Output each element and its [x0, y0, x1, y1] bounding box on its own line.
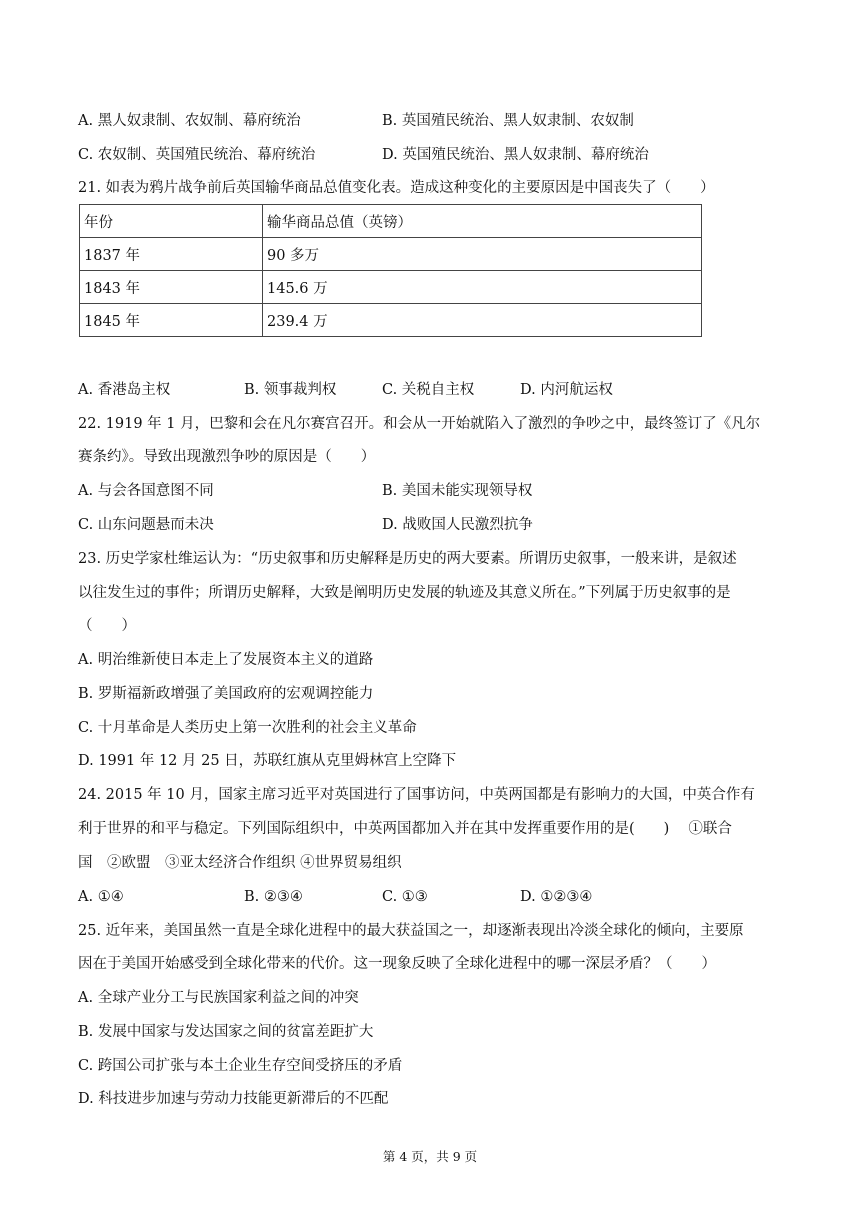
q20-option-d: D. 英国殖民统治、黑人奴隶制、幕府统治	[382, 147, 649, 163]
q20-option-b: B. 英国殖民统治、黑人奴隶制、农奴制	[382, 113, 634, 129]
q21-data-table	[79, 204, 702, 337]
q23-option-a: A. 明治维新使日本走上了发展资本主义的道路	[78, 652, 374, 668]
q24-option-b: B. ②③④	[244, 889, 303, 905]
q21-option-d: D. 内河航运权	[520, 382, 613, 398]
q22-option-a: A. 与会各国意图不同	[78, 483, 214, 499]
q21-option-b: B. 领事裁判权	[244, 382, 337, 398]
table-cell-value: 239.4 万	[263, 304, 702, 337]
q22-option-c: C. 山东问题悬而未决	[78, 517, 214, 533]
q24-stem-line-3: 国 ②欧盟 ③亚太经济合作组织 ④世界贸易组织	[78, 855, 402, 871]
q25-option-c: C. 跨国公司扩张与本土企业生存空间受挤压的矛盾	[78, 1058, 403, 1074]
q22-option-b: B. 美国未能实现领导权	[382, 483, 533, 499]
table-cell-value: 90 多万	[263, 238, 702, 271]
q24-option-d: D. ①②③④	[520, 889, 593, 905]
q22-stem-line-1: 22. 1919 年 1 月，巴黎和会在凡尔赛宫召开。和会从一开始就陷入了激烈的争吵之中，最终签订了《凡尔	[78, 416, 761, 432]
q24-option-a: A. ①④	[78, 889, 124, 905]
table-header-cell: 年份	[80, 205, 263, 238]
q25-option-d: D. 科技进步加速与劳动力技能更新滞后的不匹配	[78, 1091, 389, 1107]
q24-option-c: C. ①③	[382, 889, 428, 905]
q25-option-b: B. 发展中国家与发达国家之间的贫富差距扩大	[78, 1024, 374, 1040]
q20-option-a: A. 黑人奴隶制、农奴制、幕府统治	[78, 113, 301, 129]
q23-option-c: C. 十月革命是人类历史上第一次胜利的社会主义革命	[78, 720, 417, 736]
q23-stem-line-3: （ ）	[78, 618, 136, 634]
table-header-row	[80, 205, 702, 238]
q24-stem-line-1: 24. 2015 年 10 月，国家主席习近平对英国进行了国事访问，中英两国都是有影响力的大国，中英合作有	[78, 787, 755, 803]
table-cell-year: 1845 年	[80, 304, 263, 337]
table-cell-value: 145.6 万	[263, 271, 702, 304]
table-row	[80, 304, 702, 337]
table-header-cell: 输华商品总值（英镑）	[263, 205, 702, 238]
q21-stem: 21. 如表为鸦片战争前后英国输华商品总值变化表。造成这种变化的主要原因是中国丧失了（ ）	[78, 180, 715, 196]
table-row	[80, 271, 702, 304]
q25-stem-line-1: 25. 近年来，美国虽然一直是全球化进程中的最大获益国之一，却逐渐表现出冷淡全球化的倾向，主要原	[78, 923, 744, 939]
q24-stem-line-2: 利于世界的和平与稳定。下列国际组织中，中英两国都加入并在其中发挥重要作用的是( ) ①联合	[78, 821, 732, 837]
q21-option-a: A. 香港岛主权	[78, 382, 171, 398]
q25-stem-line-2: 因在于美国开始感受到全球化带来的代价。这一现象反映了全球化进程中的哪一深层矛盾？（ ）	[78, 956, 716, 972]
q22-option-d: D. 战败国人民激烈抗争	[382, 517, 533, 533]
q23-option-b: B. 罗斯福新政增强了美国政府的宏观调控能力	[78, 686, 374, 702]
q25-option-a: A. 全球产业分工与民族国家利益之间的冲突	[78, 990, 359, 1006]
table-cell-year: 1843 年	[80, 271, 263, 304]
q23-stem-line-1: 23. 历史学家杜维运认为：“历史叙事和历史解释是历史的两大要素。所谓历史叙事，一般来讲，是叙述	[78, 551, 737, 567]
q20-option-c: C. 农奴制、英国殖民统治、幕府统治	[78, 147, 316, 163]
table-cell-year: 1837 年	[80, 238, 263, 271]
q22-stem-line-2: 赛条约》。导致出现激烈争吵的原因是（ ）	[78, 449, 376, 465]
q21-option-c: C. 关税自主权	[382, 382, 475, 398]
table-row	[80, 238, 702, 271]
page-footer: 第 4 页，共 9 页	[382, 1149, 478, 1164]
q23-stem-line-2: 以往发生过的事件；所谓历史解释，大致是阐明历史发展的轨迹及其意义所在。”下列属于历史叙事的是	[78, 585, 731, 601]
q23-option-d: D. 1991 年 12 月 25 日，苏联红旗从克里姆林宫上空降下	[78, 753, 457, 769]
